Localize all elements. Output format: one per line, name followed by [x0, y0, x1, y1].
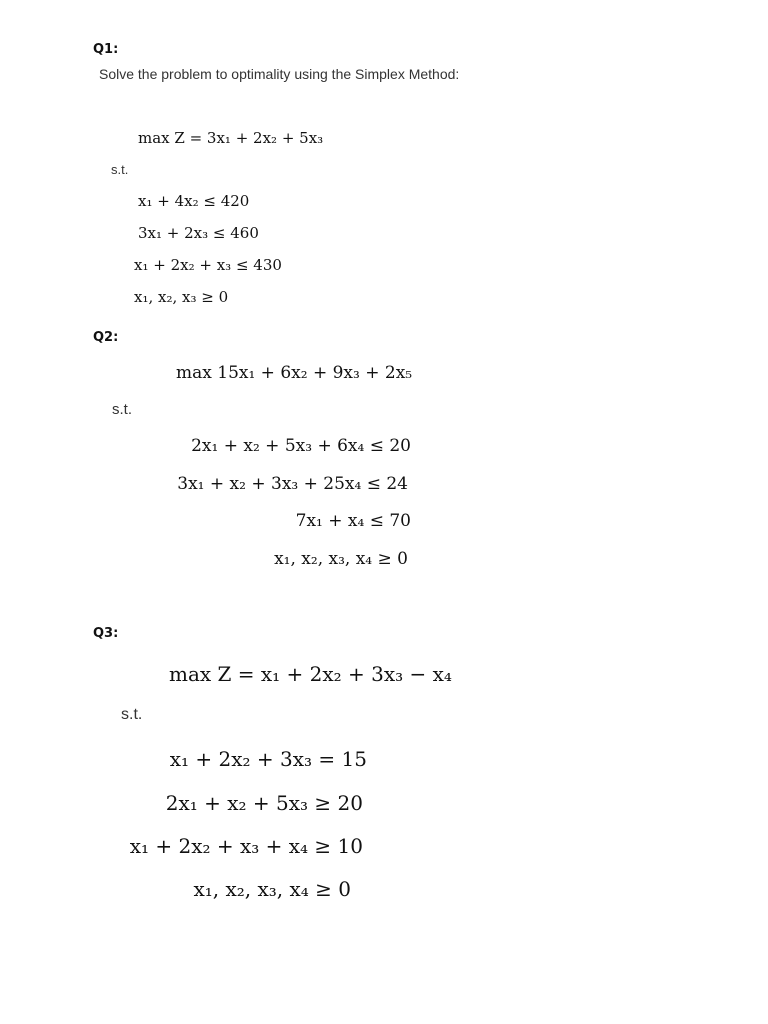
q1-constraint-1: x₁ + 4x₂ ≤ 420: [138, 192, 250, 210]
q1-nonnegativity: x₁, x₂, x₃ ≥ 0: [134, 288, 229, 306]
q3-constraint-2: 2x₁ + x₂ + 5x₃ ≥ 20: [165, 791, 363, 815]
q2-constraint-2: 3x₁ + x₂ + 3x₃ + 25x₄ ≤ 24: [177, 474, 408, 494]
q2-objective: max 15x₁ + 6x₂ + 9x₃ + 2x₅: [176, 363, 413, 383]
q3-heading: Q3:: [93, 626, 119, 641]
q1-constraint-2: 3x₁ + 2x₃ ≤ 460: [138, 224, 259, 242]
q2-constraint-1: 2x₁ + x₂ + 5x₃ + 6x₄ ≤ 20: [191, 436, 411, 456]
q1-instruction: Solve the problem to optimality using the Simplex Method:: [99, 66, 460, 82]
q3-constraint-3: x₁ + 2x₂ + x₃ + x₄ ≥ 10: [129, 834, 363, 858]
q2-constraint-3: 7x₁ + x₄ ≤ 70: [295, 511, 411, 531]
q1-objective: max Z = 3x₁ + 2x₂ + 5x₃: [138, 129, 324, 147]
q2-heading: Q2:: [93, 330, 119, 345]
q3-st-label: s.t.: [121, 706, 143, 723]
q1-heading: Q1:: [93, 42, 119, 57]
q3-nonnegativity: x₁, x₂, x₃, x₄ ≥ 0: [193, 877, 351, 901]
q3-objective: max Z = x₁ + 2x₂ + 3x₃ − x₄: [169, 662, 452, 686]
q2-nonnegativity: x₁, x₂, x₃, x₄ ≥ 0: [274, 549, 408, 569]
q3-constraint-1: x₁ + 2x₂ + 3x₃ = 15: [169, 747, 367, 771]
q2-st-label: s.t.: [112, 401, 133, 418]
q1-constraint-3: x₁ + 2x₂ + x₃ ≤ 430: [134, 256, 282, 274]
q1-st-label: s.t.: [111, 162, 129, 177]
